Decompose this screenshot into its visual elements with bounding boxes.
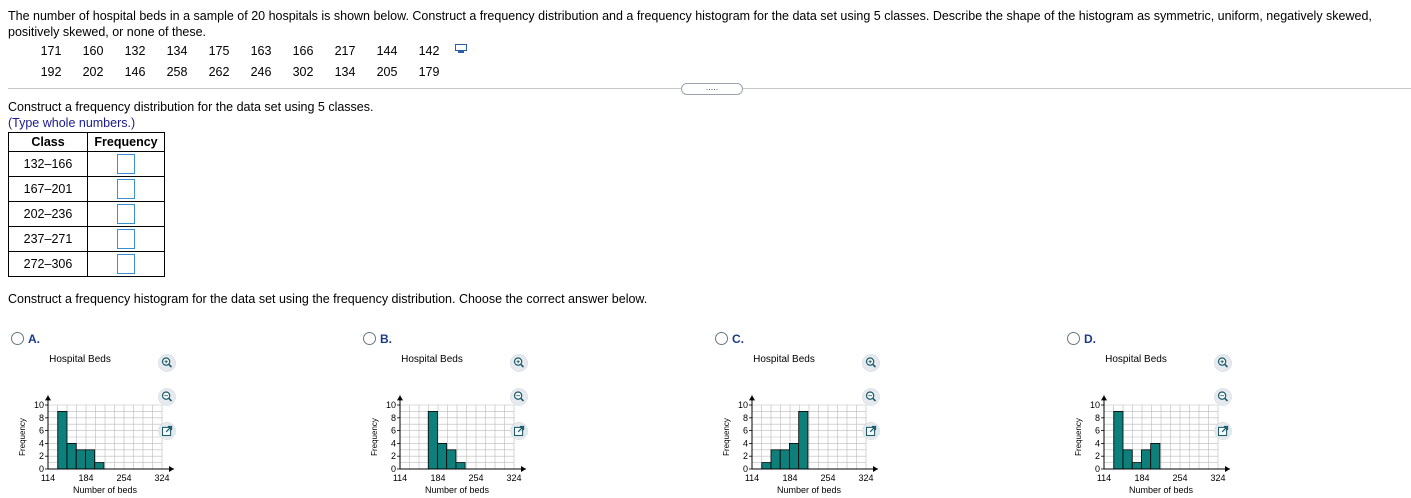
histogram-bar [1141,450,1150,469]
histogram-bar [437,443,446,469]
option-radio[interactable] [363,332,376,345]
copy-icon[interactable] [455,44,467,54]
chart-title: Hospital Beds [753,354,815,365]
option-c[interactable] [712,330,1064,495]
histogram-bar [447,450,456,469]
x-tick-label: 114 [1096,473,1112,483]
y-tick-label: 0 [742,464,748,474]
x-axis-label: Number of beds [72,485,138,495]
histogram-bar [799,411,808,469]
y-axis-arrow [397,395,403,400]
part1-instruction: Construct a frequency distribution for the data set using 5 classes. [8,100,374,114]
histogram-bar [85,450,94,469]
x-tick-label: 324 [1210,473,1226,483]
option-label[interactable]: C. [732,332,744,346]
frequency-input[interactable] [117,254,135,274]
histogram-chart [360,348,522,498]
table-row [9,177,165,202]
pop-out-icon[interactable] [158,422,176,440]
zoom-in-icon[interactable] [158,354,176,372]
chart-title: Hospital Beds [401,354,463,365]
more-button[interactable]: ..... [681,83,743,95]
y-tick-label: 2 [390,451,396,462]
option-radio[interactable] [11,332,24,345]
class-cell: 132–166 [9,152,88,177]
histogram-chart [1064,348,1226,498]
data-value: 175 [208,43,230,58]
x-tick-label: 254 [116,473,132,483]
histogram-bar [762,463,771,469]
histogram-bar [1151,443,1160,469]
frequency-input[interactable] [117,229,135,249]
zoom-in-icon[interactable] [510,354,528,372]
y-axis-arrow [1101,395,1107,400]
y-tick-label: 4 [390,438,396,449]
histogram-bar [58,411,67,469]
question-text: The number of hospital beds in a sample of 20 hospitals is shown below. Construct a frequency distribution and a frequency histogram for the data set using 5 classes. Describe the shape of the histogram as symmetric, uniform, negatively skewed, positively skewed, or none of these. [8,9,1372,39]
histogram-bar [1123,450,1132,469]
x-axis-label: Number of beds [776,485,842,495]
x-tick-label: 254 [468,473,484,483]
x-axis-label: Number of beds [1128,485,1194,495]
frequency-input[interactable] [117,204,135,224]
y-tick-label: 2 [38,451,44,462]
data-value: 302 [292,64,314,79]
part2-instruction: Construct a frequency histogram for the data set using the frequency distribution. Choose the correct answer below. [8,292,648,306]
histogram-bar [771,450,780,469]
y-axis-label: Frequency [722,418,731,456]
class-cell: 167–201 [9,177,88,202]
chart-title: Hospital Beds [1105,354,1167,365]
y-tick-label: 8 [38,412,44,423]
y-tick-label: 4 [38,438,44,449]
pop-out-icon[interactable] [862,422,880,440]
y-tick-label: 8 [390,412,396,423]
zoom-out-icon[interactable] [510,388,528,406]
histogram-bar [456,463,465,469]
x-tick-label: 114 [392,473,408,483]
class-header: Class [9,133,88,152]
y-axis-arrow [749,395,755,400]
hint-text: (Type whole numbers.) [8,116,136,130]
histogram-chart [712,348,874,498]
data-value: 205 [376,64,398,79]
histogram-bar [76,450,85,469]
x-tick-label: 184 [1134,473,1150,483]
y-tick-label: 6 [38,425,44,436]
data-value: 134 [334,64,356,79]
y-tick-label: 6 [1094,425,1100,436]
data-value: 160 [82,43,104,58]
data-value: 179 [418,64,440,79]
y-tick-label: 2 [1094,451,1100,462]
y-tick-label: 6 [742,425,748,436]
y-tick-label: 8 [742,412,748,423]
y-tick-label: 2 [742,451,748,462]
y-axis-label: Frequency [18,418,27,456]
y-axis-label: Frequency [1074,418,1083,456]
option-label[interactable]: B. [380,332,392,346]
y-tick-label: 10 [33,400,44,410]
data-row-1 [30,40,450,61]
x-tick-label: 324 [154,473,170,483]
histogram-chart [8,348,170,498]
data-value: 258 [166,64,188,79]
frequency-cell [88,152,165,177]
class-cell: 202–236 [9,202,88,227]
frequency-header: Frequency [88,133,165,152]
frequency-input[interactable] [117,154,135,174]
x-axis-arrow [521,466,526,472]
zoom-out-icon[interactable] [158,388,176,406]
data-value: 166 [292,43,314,58]
zoom-in-icon[interactable] [1214,354,1232,372]
x-tick-label: 184 [430,473,446,483]
data-set [30,40,450,82]
y-tick-label: 4 [742,438,748,449]
data-value: 134 [166,43,188,58]
chart-title: Hospital Beds [49,354,111,365]
y-tick-label: 10 [1089,400,1100,410]
y-tick-label: 6 [390,425,396,436]
data-value: 163 [250,43,272,58]
data-row-2 [30,61,450,82]
data-value: 146 [124,64,146,79]
y-tick-label: 10 [385,400,396,410]
frequency-cell [88,202,165,227]
table-row [9,202,165,227]
histogram-bar [780,450,789,469]
y-axis-arrow [45,395,51,400]
option-label[interactable]: A. [28,332,40,346]
y-tick-label: 4 [1094,438,1100,449]
frequency-cell [88,177,165,202]
option-d[interactable] [1064,330,1411,495]
zoom-in-icon[interactable] [862,354,880,372]
frequency-cell [88,227,165,252]
frequency-cell [88,252,165,277]
x-axis-arrow [169,466,174,472]
x-tick-label: 184 [782,473,798,483]
x-axis-arrow [1225,466,1230,472]
option-radio[interactable] [715,332,728,345]
x-tick-label: 114 [744,473,760,483]
y-axis-label: Frequency [370,418,379,456]
data-value: 202 [82,64,104,79]
data-value: 217 [334,43,356,58]
class-cell: 272–306 [9,252,88,277]
zoom-out-icon[interactable] [862,388,880,406]
option-a[interactable] [8,330,360,495]
option-b[interactable] [360,330,712,495]
y-tick-label: 0 [38,464,44,474]
data-value: 192 [40,64,62,79]
x-tick-label: 324 [858,473,874,483]
x-tick-label: 324 [506,473,522,483]
pop-out-icon[interactable] [1214,422,1232,440]
data-value: 246 [250,64,272,79]
data-value: 171 [40,43,62,58]
histogram-bar [67,443,76,469]
x-axis-label: Number of beds [424,485,490,495]
table-row [9,227,165,252]
pop-out-icon[interactable] [510,422,528,440]
histogram-bar [1114,411,1123,469]
x-tick-label: 114 [40,473,56,483]
histogram-bar [428,411,437,469]
table-row [9,152,165,177]
option-radio[interactable] [1067,332,1080,345]
data-value: 132 [124,43,146,58]
x-tick-label: 254 [820,473,836,483]
x-tick-label: 254 [1172,473,1188,483]
data-value: 262 [208,64,230,79]
histogram-bar [1132,463,1141,469]
frequency-input[interactable] [117,179,135,199]
class-cell: 237–271 [9,227,88,252]
x-axis-arrow [873,466,878,472]
zoom-out-icon[interactable] [1214,388,1232,406]
data-value: 144 [376,43,398,58]
y-tick-label: 10 [737,400,748,410]
data-value: 142 [418,43,440,58]
x-tick-label: 184 [78,473,94,483]
histogram-bar [789,443,798,469]
histogram-bar [95,463,104,469]
table-row [9,252,165,277]
y-tick-label: 0 [390,464,396,474]
y-tick-label: 0 [1094,464,1100,474]
option-label[interactable]: D. [1084,332,1096,346]
y-tick-label: 8 [1094,412,1100,423]
frequency-table [8,132,165,277]
